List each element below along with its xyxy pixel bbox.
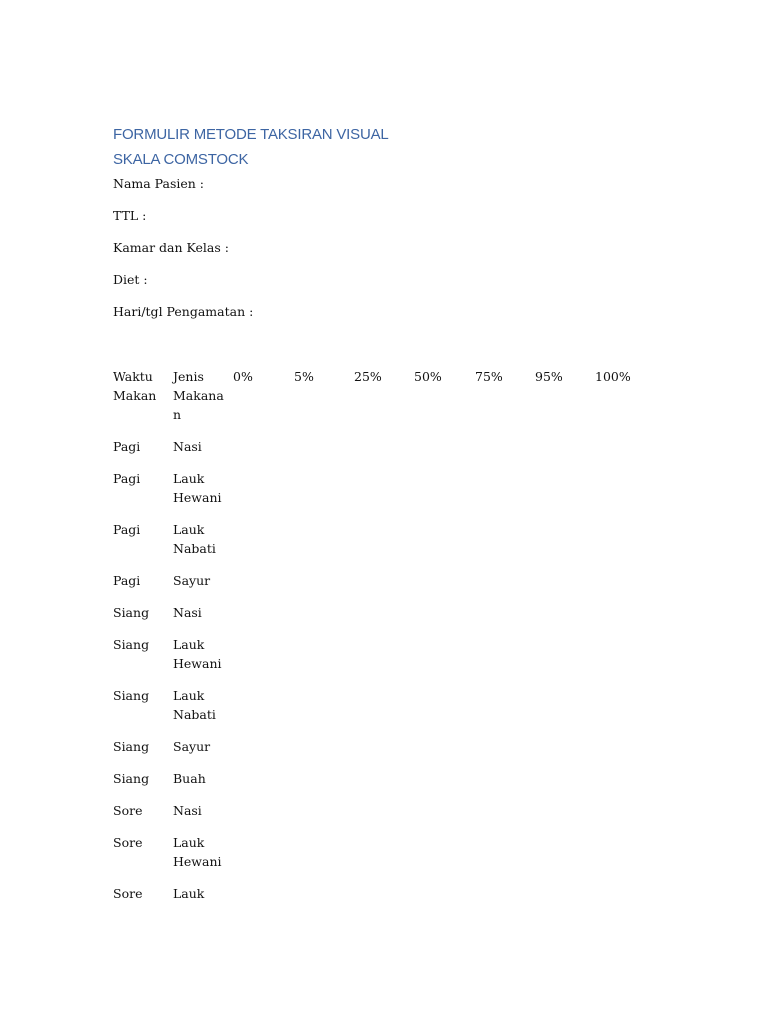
table-header-5-percent: 5%: [294, 369, 314, 384]
table-header-95-percent: 95%: [535, 369, 563, 384]
table-row-waktu: Siang: [113, 688, 150, 703]
table-row-jenis: Lauk Hewani: [173, 471, 222, 505]
table-row-waktu: Sore: [113, 803, 143, 818]
table-row-jenis: Sayur: [173, 573, 211, 588]
table-row-jenis: Nasi: [173, 605, 202, 620]
table-row-jenis: Lauk Hewani: [173, 637, 222, 671]
field-hari-tgl: Hari/tgl Pengamatan :: [113, 304, 254, 319]
table-header-jenis: Jenis Makana n: [173, 369, 224, 422]
table-row-waktu: Pagi: [113, 522, 141, 537]
field-nama-pasien: Nama Pasien :: [113, 176, 205, 191]
table-header-0-percent: 0%: [233, 369, 253, 384]
table-row-jenis: Lauk Nabati: [173, 688, 216, 722]
table-row-jenis: Lauk Nabati: [173, 522, 216, 556]
table-row-waktu: Sore: [113, 835, 143, 850]
table-row-jenis: Nasi: [173, 803, 202, 818]
table-header-75-percent: 75%: [475, 369, 503, 384]
table-row-waktu: Sore: [113, 886, 143, 901]
table-row-jenis: Lauk Hewani: [173, 835, 222, 869]
table-row-waktu: Pagi: [113, 573, 141, 588]
table-header-25-percent: 25%: [354, 369, 382, 384]
document-title-line2: SKALA COMSTOCK: [113, 151, 249, 168]
table-row-waktu: Siang: [113, 739, 150, 754]
field-kamar-kelas: Kamar dan Kelas :: [113, 240, 229, 255]
table-row-jenis: Lauk: [173, 886, 205, 901]
table-row-waktu: Siang: [113, 605, 150, 620]
table-row-waktu: Siang: [113, 637, 150, 652]
table-row-waktu: Siang: [113, 771, 150, 786]
document-title-line1: FORMULIR METODE TAKSIRAN VISUAL: [113, 126, 389, 143]
table-header-waktu: Waktu Makan: [113, 369, 157, 403]
table-row-jenis: Sayur: [173, 739, 211, 754]
field-diet: Diet :: [113, 272, 148, 287]
table-row-jenis: Buah: [173, 771, 206, 786]
table-row-waktu: Pagi: [113, 471, 141, 486]
table-row-jenis: Nasi: [173, 439, 202, 454]
field-ttl: TTL :: [113, 208, 147, 223]
table-row-waktu: Pagi: [113, 439, 141, 454]
table-header-100-percent: 100%: [595, 369, 631, 384]
table-header-50-percent: 50%: [414, 369, 442, 384]
